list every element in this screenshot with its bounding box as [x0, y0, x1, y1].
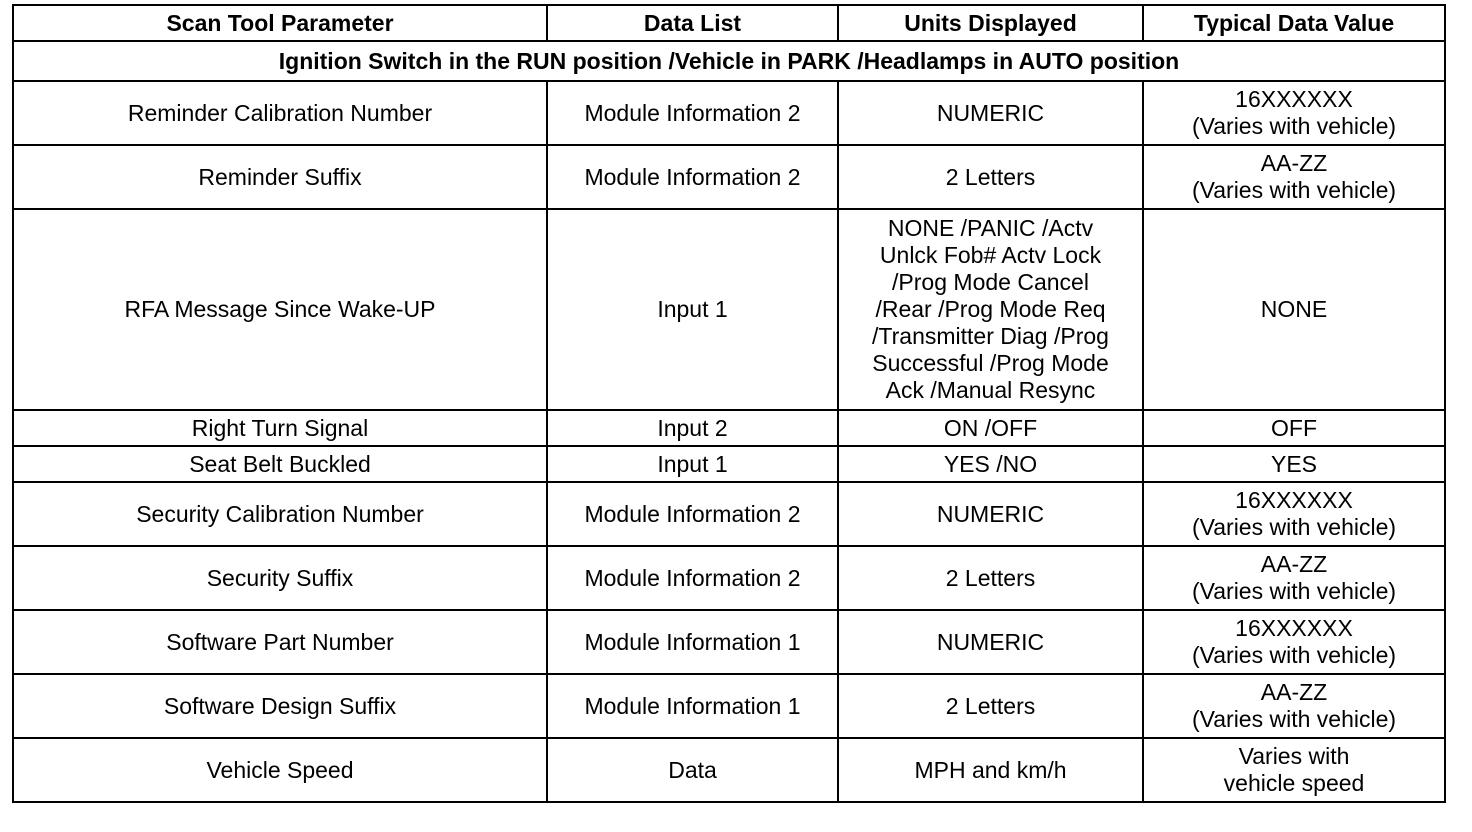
parameter-cell: Reminder Calibration Number	[13, 81, 547, 145]
parameter-cell: Right Turn Signal	[13, 410, 547, 446]
typical-value-cell	[1143, 446, 1445, 482]
data-list-cell: Module Information 2	[547, 81, 838, 145]
typical-value-line: AA-ZZ	[1260, 551, 1328, 577]
typical-value-line: 16XXXXXX	[1235, 86, 1353, 112]
typical-value-cell	[1143, 482, 1445, 546]
data-list-cell: Input 1	[547, 209, 838, 410]
units-line: /Transmitter Diag /Prog	[872, 323, 1109, 349]
table-row	[13, 738, 1445, 802]
typical-value-cell	[1143, 81, 1445, 145]
table-row	[13, 446, 1445, 482]
typical-value-cell	[1143, 209, 1445, 410]
units-cell	[838, 81, 1143, 145]
typical-value-line: AA-ZZ	[1260, 679, 1328, 705]
typical-value-cell	[1143, 610, 1445, 674]
typical-value-line: YES	[1270, 450, 1318, 477]
units-line: NUMERIC	[936, 500, 1045, 527]
data-list-cell: Data	[547, 738, 838, 802]
table-row	[13, 546, 1445, 610]
condition-row	[13, 41, 1445, 81]
units-cell	[838, 738, 1143, 802]
units-cell	[838, 446, 1143, 482]
typical-value-line: (Varies with vehicle)	[1191, 514, 1397, 540]
header-scan-tool-parameter: Scan Tool Parameter	[13, 5, 547, 41]
typical-value-line: NONE	[1260, 296, 1328, 322]
typical-value-line: OFF	[1271, 414, 1317, 441]
parameter-cell: RFA Message Since Wake-UP	[13, 209, 547, 410]
units-line: 2 Letters	[945, 163, 1036, 190]
table-row	[13, 482, 1445, 546]
data-list-cell: Module Information 1	[547, 610, 838, 674]
units-line: Successful /Prog Mode	[872, 350, 1109, 376]
data-list-cell: Module Information 1	[547, 674, 838, 738]
data-list-cell: Input 1	[547, 446, 838, 482]
typical-value-cell	[1143, 145, 1445, 209]
units-cell	[838, 674, 1143, 738]
typical-value-line: (Varies with vehicle)	[1191, 706, 1397, 732]
table-row	[13, 674, 1445, 738]
units-line: NUMERIC	[936, 628, 1045, 655]
scan-tool-data-table	[12, 4, 1446, 803]
units-line: MPH and km/h	[914, 756, 1067, 783]
units-line: ON /OFF	[943, 414, 1038, 441]
table-row	[13, 81, 1445, 145]
typical-value-cell	[1143, 738, 1445, 802]
units-line: YES /NO	[943, 450, 1038, 477]
header-data-list: Data List	[547, 5, 838, 41]
units-line: NUMERIC	[936, 99, 1045, 126]
typical-value-line: (Varies with vehicle)	[1191, 578, 1397, 604]
units-line: 2 Letters	[945, 692, 1036, 719]
units-line: NONE /PANIC /Actv	[887, 215, 1094, 241]
units-cell	[838, 209, 1143, 410]
typical-value-line: 16XXXXXX	[1235, 615, 1353, 641]
table-row	[13, 209, 1445, 410]
typical-value-line: (Varies with vehicle)	[1191, 177, 1397, 203]
header-row	[13, 5, 1445, 41]
parameter-cell: Reminder Suffix	[13, 145, 547, 209]
units-line: 2 Letters	[945, 564, 1036, 591]
parameter-cell: Software Part Number	[13, 610, 547, 674]
header-typical-data-value: Typical Data Value	[1143, 5, 1445, 41]
table-row	[13, 410, 1445, 446]
units-cell	[838, 610, 1143, 674]
typical-value-cell	[1143, 674, 1445, 738]
typical-value-line: 16XXXXXX	[1235, 487, 1353, 513]
units-cell	[838, 145, 1143, 209]
typical-value-line: (Varies with vehicle)	[1191, 642, 1397, 668]
typical-value-cell	[1143, 410, 1445, 446]
parameter-cell: Vehicle Speed	[13, 738, 547, 802]
operating-condition: Ignition Switch in the RUN position /Vehicle in PARK /Headlamps in AUTO position	[13, 41, 1445, 81]
data-list-cell: Module Information 2	[547, 482, 838, 546]
typical-value-line: vehicle speed	[1223, 770, 1365, 796]
units-cell	[838, 482, 1143, 546]
units-line: /Rear /Prog Mode Req	[875, 296, 1106, 322]
parameter-cell: Security Calibration Number	[13, 482, 547, 546]
units-line: /Prog Mode Cancel	[892, 269, 1089, 295]
parameter-cell: Seat Belt Buckled	[13, 446, 547, 482]
units-cell	[838, 546, 1143, 610]
units-line: Ack /Manual Resync	[885, 377, 1096, 403]
typical-value-line: (Varies with vehicle)	[1191, 113, 1397, 139]
table-row	[13, 610, 1445, 674]
header-units-displayed: Units Displayed	[838, 5, 1143, 41]
data-list-cell: Module Information 2	[547, 145, 838, 209]
parameter-cell: Software Design Suffix	[13, 674, 547, 738]
data-list-cell: Input 2	[547, 410, 838, 446]
typical-value-line: Varies with	[1238, 743, 1350, 769]
table-row	[13, 145, 1445, 209]
units-line: Unlck Fob# Actv Lock	[879, 242, 1102, 268]
typical-value-cell	[1143, 546, 1445, 610]
units-cell	[838, 410, 1143, 446]
data-list-cell: Module Information 2	[547, 546, 838, 610]
parameter-cell: Security Suffix	[13, 546, 547, 610]
typical-value-line: AA-ZZ	[1260, 150, 1328, 176]
